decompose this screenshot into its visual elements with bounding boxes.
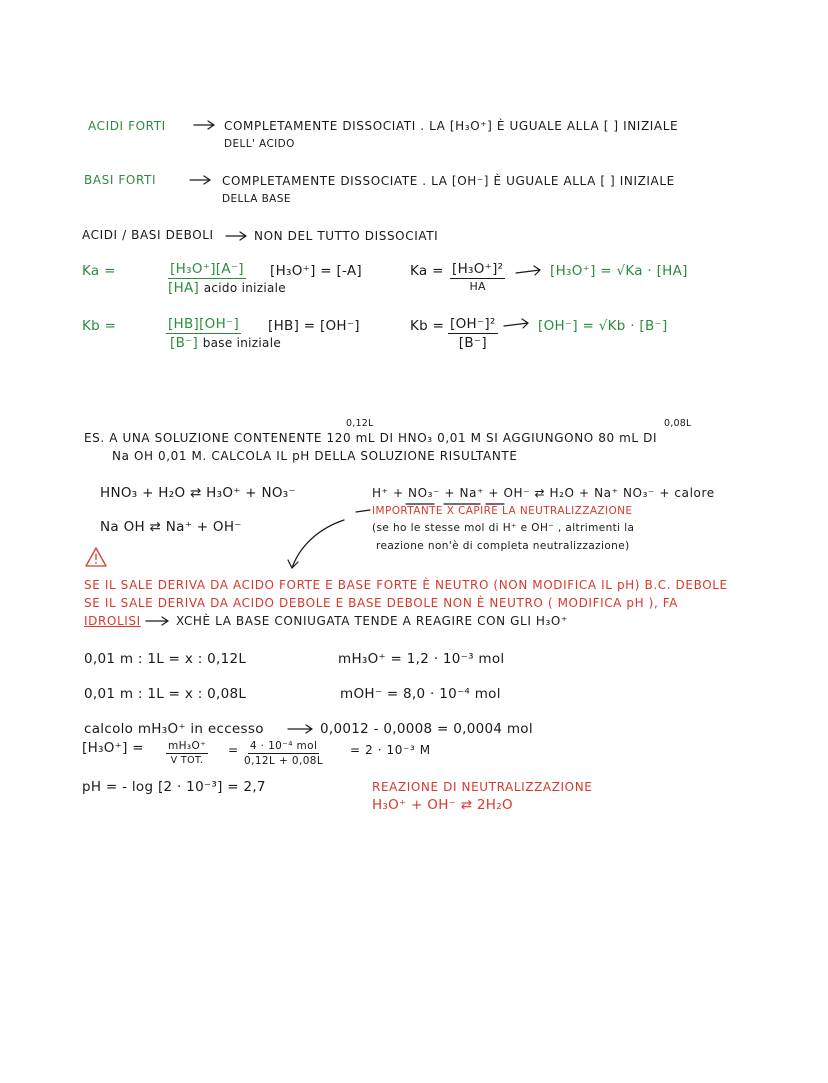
kb-lhs2: Kb =: [410, 318, 445, 334]
warning-icon: [86, 548, 106, 566]
warning-line3-rest: XCHÈ LA BASE CONIUGATA TENDE A REAGIRE CON GLI H₃O⁺: [176, 614, 568, 628]
calc-result2: mOH⁻ = 8,0 · 10⁻⁴ mol: [340, 686, 501, 702]
calc-excess-label: calcolo mH₃O⁺ in eccesso: [84, 721, 264, 737]
calc-ph: pH = - log [2 · 10⁻³] = 2,7: [82, 779, 266, 795]
kb-numerator2: [OH⁻]²: [450, 316, 496, 332]
underline-important: [356, 510, 370, 512]
calc-excess-value: 0,0012 - 0,0008 = 0,0004 mol: [320, 721, 533, 737]
calc-proportion1: 0,01 m : 1L = x : 0,12L: [84, 651, 247, 667]
arrow-strong-acids: [194, 121, 214, 129]
kb-equality: [HB] = [OH⁻]: [268, 318, 360, 334]
calc-conc-eq: =: [228, 743, 239, 757]
reaction-important: IMPORTANTE X CAPIRE LA NEUTRALIZZAZIONE: [372, 505, 633, 517]
kb-denominator: [B⁻]: [170, 335, 199, 351]
strong-acids-label: ACIDI FORTI: [88, 119, 166, 133]
reaction-note2: reazione non'è di completa neutralizzazione): [376, 540, 630, 552]
ka-lhs: Ka =: [82, 263, 116, 279]
calc-proportion2: 0,01 m : 1L = x : 0,08L: [84, 686, 247, 702]
calc-conc-numerator2: 4 · 10⁻⁴ mol: [249, 740, 318, 752]
strong-bases-label: BASI FORTI: [84, 173, 157, 187]
ka-denominator2: HA: [469, 280, 486, 293]
ka-numerator2: [H₃O⁺]²: [452, 261, 504, 277]
strong-acids-desc-line2: DELL' ACIDO: [224, 138, 295, 150]
reaction-hno3: HNO₃ + H₂O ⇄ H₃O⁺ + NO₃⁻: [100, 485, 296, 501]
warning-line2: SE IL SALE DERIVA DA ACIDO DEBOLE E BASE DEBOLE NON È NEUTRO ( MODIFICA pH ), FA: [84, 596, 678, 610]
warning-line3-idrolisi: IDROLISI: [84, 614, 141, 628]
neutralization-equation: H₃O⁺ + OH⁻ ⇄ 2H₂O: [372, 797, 513, 813]
curved-arrow-neutralization: [288, 520, 344, 568]
reaction-note1: (se ho le stesse mol di H⁺ e OH⁻ , altrimenti la: [372, 522, 635, 534]
calc-result1: mH₃O⁺ = 1,2 · 10⁻³ mol: [338, 651, 505, 667]
kb-denominator-note: base iniziale: [202, 336, 282, 350]
neutralization-title: REAZIONE DI NEUTRALIZZAZIONE: [372, 780, 593, 794]
ka-lhs2: Ka =: [410, 263, 444, 279]
kb-lhs: Kb =: [82, 318, 117, 334]
arrow-excess: [288, 725, 312, 733]
arrow-ka-result: [516, 266, 540, 275]
exercise-line2: Na OH 0,01 M. CALCOLA IL pH DELLA SOLUZIONE RISULTANTE: [112, 449, 518, 463]
arrow-strong-bases: [190, 176, 210, 184]
ka-denominator-note: acido iniziale: [203, 281, 286, 295]
warning-line1: SE IL SALE DERIVA DA ACIDO FORTE E BASE FORTE È NEUTRO (NON MODIFICA IL pH) B.C. DEBOLE: [84, 578, 728, 592]
arrow-idrolisi: [146, 617, 168, 625]
arrow-kb-result: [504, 319, 528, 328]
kb-denominator2: [B⁻]: [458, 335, 487, 351]
exercise-annot-volume2: 0,08L: [664, 418, 692, 429]
strong-bases-desc-line2: DELLA BASE: [222, 193, 291, 205]
kb-result: [OH⁻] = √Kb · [B⁻]: [538, 318, 668, 334]
reaction-full: H⁺ + NO₃⁻ + Na⁺ + OH⁻ ⇄ H₂O + Na⁺ NO₃⁻ + calore: [372, 486, 715, 500]
ka-denominator: [HA]: [168, 280, 200, 296]
strong-acids-desc-line1: COMPLETAMENTE DISSOCIATI . LA [H₃O⁺] È UGUALE ALLA [ ] INIZIALE: [224, 119, 679, 133]
reaction-naoh: Na OH ⇄ Na⁺ + OH⁻: [100, 519, 242, 535]
ka-equality: [H₃O⁺] = [-A]: [270, 263, 362, 279]
calc-conc-denominator: V TOT.: [170, 755, 204, 766]
exercise-annot-volume1: 0,12L: [346, 418, 374, 429]
calc-conc-lhs: [H₃O⁺] =: [82, 740, 144, 756]
kb-numerator: [HB][OH⁻]: [167, 316, 240, 332]
ka-result: [H₃O⁺] = √Ka · [HA]: [550, 263, 688, 279]
ka-numerator: [H₃O⁺][A⁻]: [170, 261, 244, 277]
calc-conc-result: = 2 · 10⁻³ M: [350, 743, 431, 757]
weak-label: ACIDI / BASI DEBOLI: [82, 228, 214, 242]
calc-conc-numerator: mH₃O⁺: [168, 740, 207, 752]
strong-bases-desc-line1: COMPLETAMENTE DISSOCIATE . LA [OH⁻] È UGUALE ALLA [ ] INIZIALE: [222, 174, 675, 188]
weak-desc: NON DEL TUTTO DISSOCIATI: [254, 229, 439, 243]
exercise-line1: ES. A UNA SOLUZIONE CONTENENTE 120 mL DI HNO₃ 0,01 M SI AGGIUNGONO 80 mL DI: [84, 431, 658, 445]
calc-conc-denominator2: 0,12L + 0,08L: [244, 755, 324, 767]
arrow-weak: [226, 232, 246, 240]
